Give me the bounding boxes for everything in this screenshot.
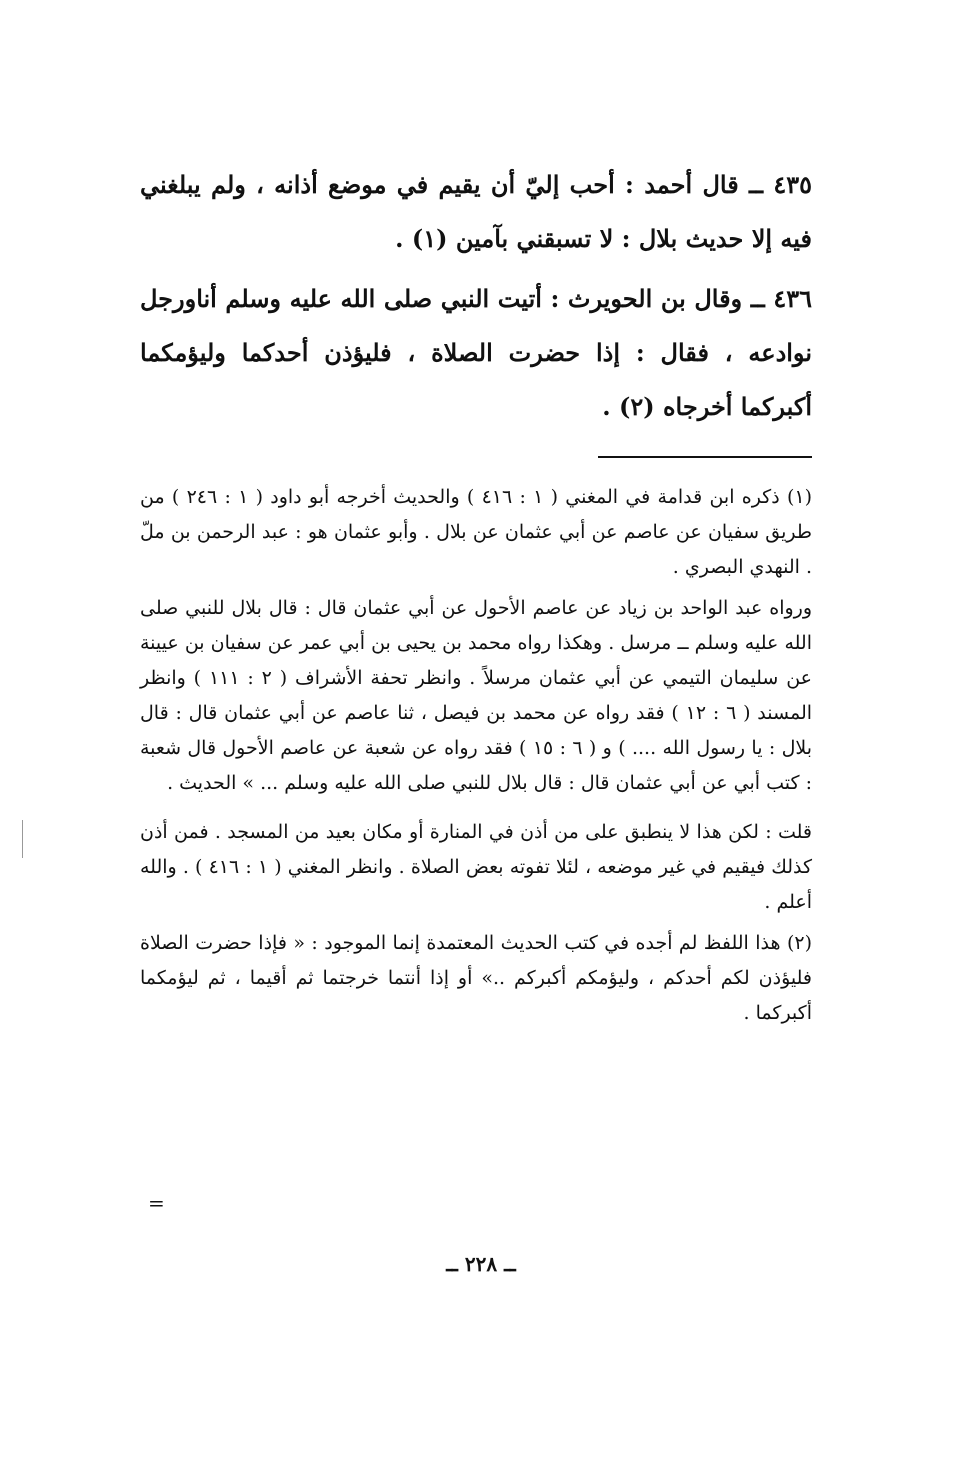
- footnote-1-remark: قلت : لكن هذا لا ينطبق على من أذن في المنارة أو مكان بعيد من المسجد . فمن أذن كذلك فيقيم في غير موضعه ، لئلا تفوته بعض الصلاة . وانظر المغني ( ١ : ٤١٦ ) . والله أعلم .: [140, 821, 813, 913]
- footnote-divider: [598, 456, 812, 458]
- page-body: [140, 158, 812, 1037]
- continuation-mark: =: [148, 1191, 165, 1215]
- page-number: ــ ٢٢٨ ــ: [446, 1252, 516, 1276]
- footnote-2: (٢) هذا اللفظ لم أجده في كتب الحديث المعتمدة إنما الموجود : « فإذا حضرت الصلاة فليؤذن لكم أحدكم ، وليؤمكم أكبركم ..» أو إذا أنتما خرجتما ثم أقيما ، ثم ليؤمكما أكبركما .: [140, 932, 812, 1024]
- scan-margin-mark: [22, 820, 23, 858]
- hadith-435: ٤٣٥ ــ قال أحمد : أحب إليّ أن يقيم في موضع أذانه ، ولم يبلغني فيه إلا حديث بلال : لا تسبقني بآمين (١) .: [140, 170, 812, 253]
- footnote-1-continued: ورواه عبد الواحد بن زياد عن عاصم الأحول عن أبي عثمان قال : قال بلال للنبي صلى الله عليه وسلم ــ مرسل . وهكذا رواه محمد بن يحيى بن أبي عمر عن سفيان بن عيينة عن سليمان التيمي عن أبي عثمان مرسلاً . وانظر تحفة الأشراف ( ٢ : ١١١ ) وانظر المسند ( ٦ : ١٢ ) فقد رواه عن محمد بن فيصل ، ثنا عاصم عن أبي عثمان قال : قال بلال : يا رسول الله .... ) و ( ٦ : ١٥ ) فقد رواه عن شعبة عن عاصم الأحول قال شعبة : كتب أبي عن أبي عثمان قال : قال بلال للنبي صلى الله عليه وسلم ... » الحديث .: [140, 597, 813, 794]
- hadith-436: ٤٣٦ ــ وقال بن الحويرث : أتيت النبي صلى الله عليه وسلم أناورجل نوادعه ، فقال : إذا حضرت الصلاة ، فليؤذن أحدكما وليؤمكما أكبركما أخرجاه (٢) .: [140, 284, 812, 421]
- footnote-1: (١) ذكره ابن قدامة في المغني ( ١ : ٤١٦ ) والحديث أخرجه أبو داود ( ١ : ٢٤٦ ) من طريق سفيان عن عاصم عن أبي عثمان عن بلال . وأبو عثمان هو : عبد الرحمن بن ملّ . النهدي البصري .: [140, 486, 813, 578]
